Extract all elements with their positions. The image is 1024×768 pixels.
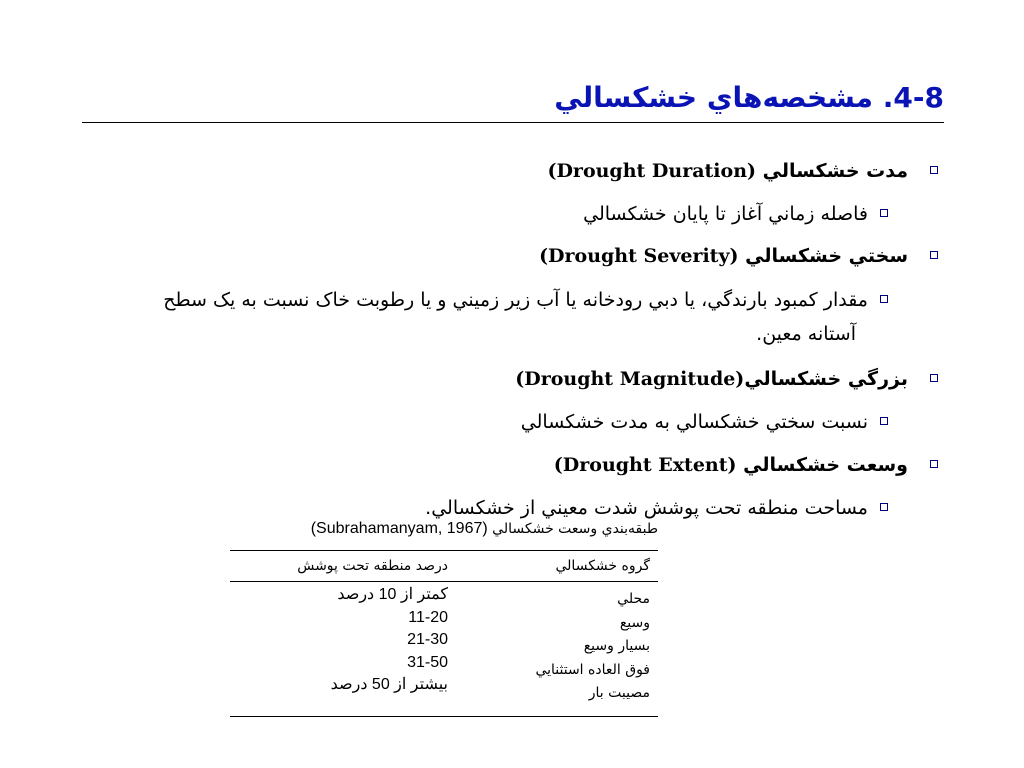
table-cell-coverage: بيشتر از 50 درصد <box>330 676 448 693</box>
subbullet-severity-definition <box>163 285 888 315</box>
table-header-rule <box>230 581 658 582</box>
table-column-groups <box>535 588 650 706</box>
bullet-drought-severity <box>539 241 938 271</box>
table-cell-group: فوق العاده استثنايي <box>535 661 650 678</box>
bullet-drought-magnitude <box>515 364 938 394</box>
square-bullet-icon <box>930 374 938 382</box>
table-cell-group: وسيع <box>619 614 650 631</box>
table-top-rule <box>230 550 658 551</box>
table-header-group: گروه خشکسالي <box>555 558 650 574</box>
table-caption <box>240 519 658 539</box>
bullet-text-en: (Drought Severity) <box>539 245 739 267</box>
table-caption-source: (Subrahamanyam, 1967) <box>310 520 488 537</box>
bullet-drought-duration <box>547 156 938 186</box>
table-bottom-rule <box>230 716 658 717</box>
bullet-text-fa: نسبت سختي خشکسالي به مدت خشکسالي <box>520 411 868 433</box>
square-bullet-icon <box>930 166 938 174</box>
table-cell-coverage: 11-20 <box>408 608 448 626</box>
bullet-text-fa: مقدار کمبود بارندگي، يا دبي رودخانه يا آب زير زميني و يا رطوبت خاک نسبت به يک سطح <box>163 289 868 311</box>
subbullet-magnitude-definition <box>521 407 888 437</box>
table-column-coverage <box>331 584 448 697</box>
title-divider <box>82 122 944 123</box>
table-cell-group: مصيبت بار <box>588 685 650 701</box>
bullet-text-fa: فاصله زماني آغاز تا پايان خشکسالي <box>583 203 868 225</box>
bullet-text-fa: مساحت منطقه تحت پوشش شدت معيني از خشکسالي. <box>425 497 868 519</box>
subbullet-duration-definition <box>583 199 888 229</box>
drought-extent-table <box>230 550 658 718</box>
square-bullet-icon <box>930 460 938 468</box>
bullet-text-en: (Drought Magnitude) <box>515 368 745 390</box>
slide-title: 4-8. مشخصه‌هاي خشکسالي <box>554 81 944 114</box>
bullet-text-fa: وسعت خشکسالي <box>743 454 908 476</box>
subbullet-severity-continuation: آستانه معين. <box>756 323 856 345</box>
table-caption-fa: طبقه‌بندي وسعت خشکسالي <box>492 521 658 537</box>
bullet-text-fa: بزرگي خشکسالي <box>744 368 908 390</box>
bullet-text-en: (Drought Extent) <box>553 454 737 476</box>
table-cell-coverage: 31-50 <box>407 653 448 671</box>
table-cell-group: بسيار وسيع <box>583 638 650 654</box>
square-bullet-icon <box>880 503 888 511</box>
bullet-text-fa: سختي خشکسالي <box>745 245 908 267</box>
square-bullet-icon <box>880 209 888 217</box>
table-header-coverage: درصد منطقه تحت پوشش <box>297 558 448 574</box>
bullet-text-en: (Drought Duration) <box>547 160 757 182</box>
table-cell-coverage: 21-30 <box>407 631 448 648</box>
table-cell-coverage: کمتر از 10 درصد <box>337 586 448 603</box>
square-bullet-icon <box>880 295 888 303</box>
square-bullet-icon <box>930 251 938 259</box>
table-cell-group: محلي <box>617 591 650 607</box>
bullet-text-fa: مدت خشکسالي <box>762 160 908 182</box>
square-bullet-icon <box>880 417 888 425</box>
bullet-drought-extent <box>554 450 938 480</box>
